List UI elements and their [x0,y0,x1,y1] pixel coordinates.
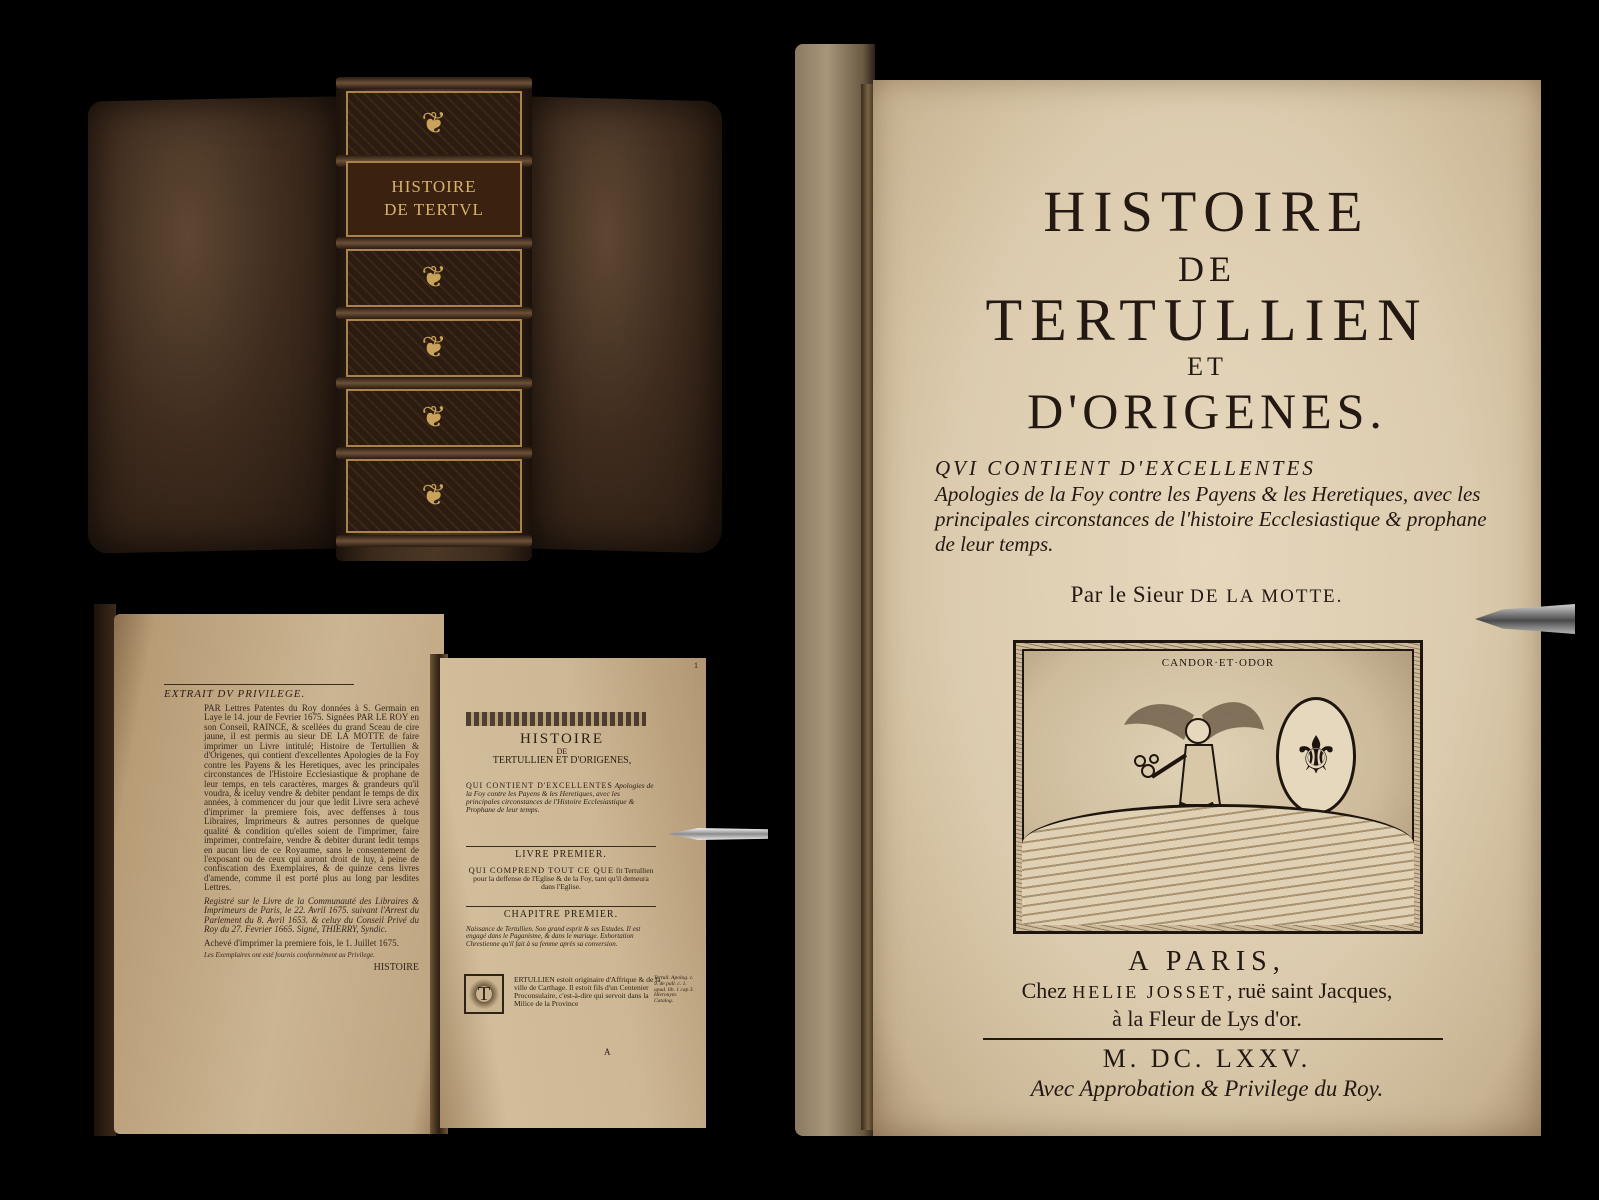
signature-mark: A [604,1047,611,1057]
spine-ornament-panel: ❦ [346,319,522,377]
woodcut-motto: CANDOR·ET·ODOR [1161,657,1275,669]
livre-summary: QUI COMPREND TOUT CE QUE fit Tertullien pour la deffense de l'Eglise & de la Foy, tant qu'il demeura dans l'Eglise. [468,865,654,891]
title-histoire: HISTOIRE [1043,179,1371,244]
title-page [873,80,1541,1136]
imprint-printer: Chez HELIE JOSSET, ruë saint Jacques, [1021,978,1393,1003]
headpiece-ornament [466,712,646,726]
privilege-text: PAR Lettres Patentes du Roy données à S. Germain en Laye le 14. jour de Fevrier 1675. Signées PAR LE ROY en son Conseil, RAINCE, & scellées du grand Sceau de cire jaune, il est permis au sieur DE LA MOTTE de faire imprimer un Livre intitulé; Histoire de Tertullien & d'Origenes, qui contient d'excellentes Apologies de la Foy contre les Payens & les Heretiques, avec les principales circonstances de l'Histoire Ecclesiastique & prophane de leur temps, en tels caractères, marges & grandeurs qu'il voudra, & iceluy vendre & debiter pendant le temps de dix années, à commencer du jour que ledit Livre sera achevé d'imprimer la premiere fois, avec deffenses à tous Libraires, Imprimeurs & autres personnes de quelque qualité & condition qu'elles soient de l'imprimer, faire imprimer, contrefaire, vendre & debiter durant ledit temps en aucun lieu de ce Royaume, sans le consentement de l'exposant ou de ceux qui auront droit de luy, à peine de confiscation des Exemplaires, & de quinze cens livres d'amende, comme il est porté plus au long par lesdites Lettres. Registré sur le Livre de la Communauté des Libraires & Imprimeurs de Paris, le 22. Avril 1675. suivant l'Arrest du Parlement du 8. Avril 1653. & celuy du Conseil Privé du Roy du 27. Fevrier 1665. Signé, THIERRY, Syndic. Achevé d'imprimer la premiere fois, le 1. Juillet 1675. Les Exemplaires ont esté fournis conformément au Privilege. HISTOIRE [204,703,419,974]
chapter-subtitle: QUI CONTIENT D'EXCELLENTES Apologies de la Foy contre les Payens & les Heretiques, avec les principales circonstances de l'Histoire Ecclesiastique & Prophane de leur temps. [466,781,654,815]
closed-book-photo [82,77,724,561]
page-number: 1 [694,661,698,670]
spine-title-label: HISTOIRE DE TERTVL [346,161,522,237]
fleur-de-lis-shield: ⚜ [1276,697,1356,815]
title-origenes: D'ORIGENES. [1027,383,1387,439]
imprint-rule [983,1038,1443,1040]
imprint-place: A PARIS, [1128,946,1286,977]
title-et: ET [1187,352,1227,381]
livre-heading: LIVRE PREMIER. [515,849,607,860]
spine-ornament-panel: ❦ [346,91,522,157]
chapter-title: HISTOIRE DE TERTULLIEN ET D'ORIGENES, [492,731,632,767]
chapter-argument: Naissance de Tertullien. Son grand esprit & ses Estudes. Il est engagé dans le Paganisme, & dans le mariage. Exhortation Chrestienne qu'il fait à sa femme après sa conversion. [466,925,641,948]
woodcut-globe [1022,804,1414,925]
privilege-heading: EXTRAIT DV PRIVILEGE. [164,684,354,701]
margin-note: Tertull. Apolog. c. 9. de pall. c. 1. apud. lib. 1 cap 3. Hieronym. Catalog. [654,975,694,1005]
subtitle-text: Apologies de la Foy contre les Payens & les Heretiques, avec les principales circonstances de l'histoire Ecclesiastique & prophane de leur temps. [935,482,1487,557]
back-board [530,96,722,553]
imprint-sign: à la Fleur de Lys d'or. [1112,1006,1302,1031]
imprint-date: M. DC. LXXV. [1102,1044,1312,1073]
spine-ornament-panel: ❦ [346,459,522,533]
chapitre-heading: CHAPITRE PREMIER. [503,909,619,920]
subtitle-caps: QVI CONTIENT D'EXCELLENTES [935,456,1316,480]
title-tertullien: TERTULLIEN [985,287,1429,353]
front-board [88,96,338,553]
body-text: ERTULLIEN estoit originaire d'Affrique & de la ville de Carthage. Il estoit fils d'un Centenier Proconsulaire, c'est-à-dire qui servoit dans la Milice de la Province [514,975,661,1008]
author-line: Par le Sieur DE LA MOTTE. [1070,582,1344,607]
spine-ornament-panel: ❦ [346,389,522,447]
first-text-page [440,658,706,1128]
book-spine [336,77,532,561]
open-book-photo [94,604,768,1136]
book-binding-edge [94,604,116,1136]
printer-device-woodcut [1013,640,1423,934]
privilege-statement: Avec Approbation & Privilege du Roy. [1030,1076,1384,1101]
spine-ornament-panel: ❦ [346,249,522,307]
title-page-photo [795,44,1575,1136]
decorated-initial: T [464,974,504,1014]
title-de: DE [1178,249,1236,289]
